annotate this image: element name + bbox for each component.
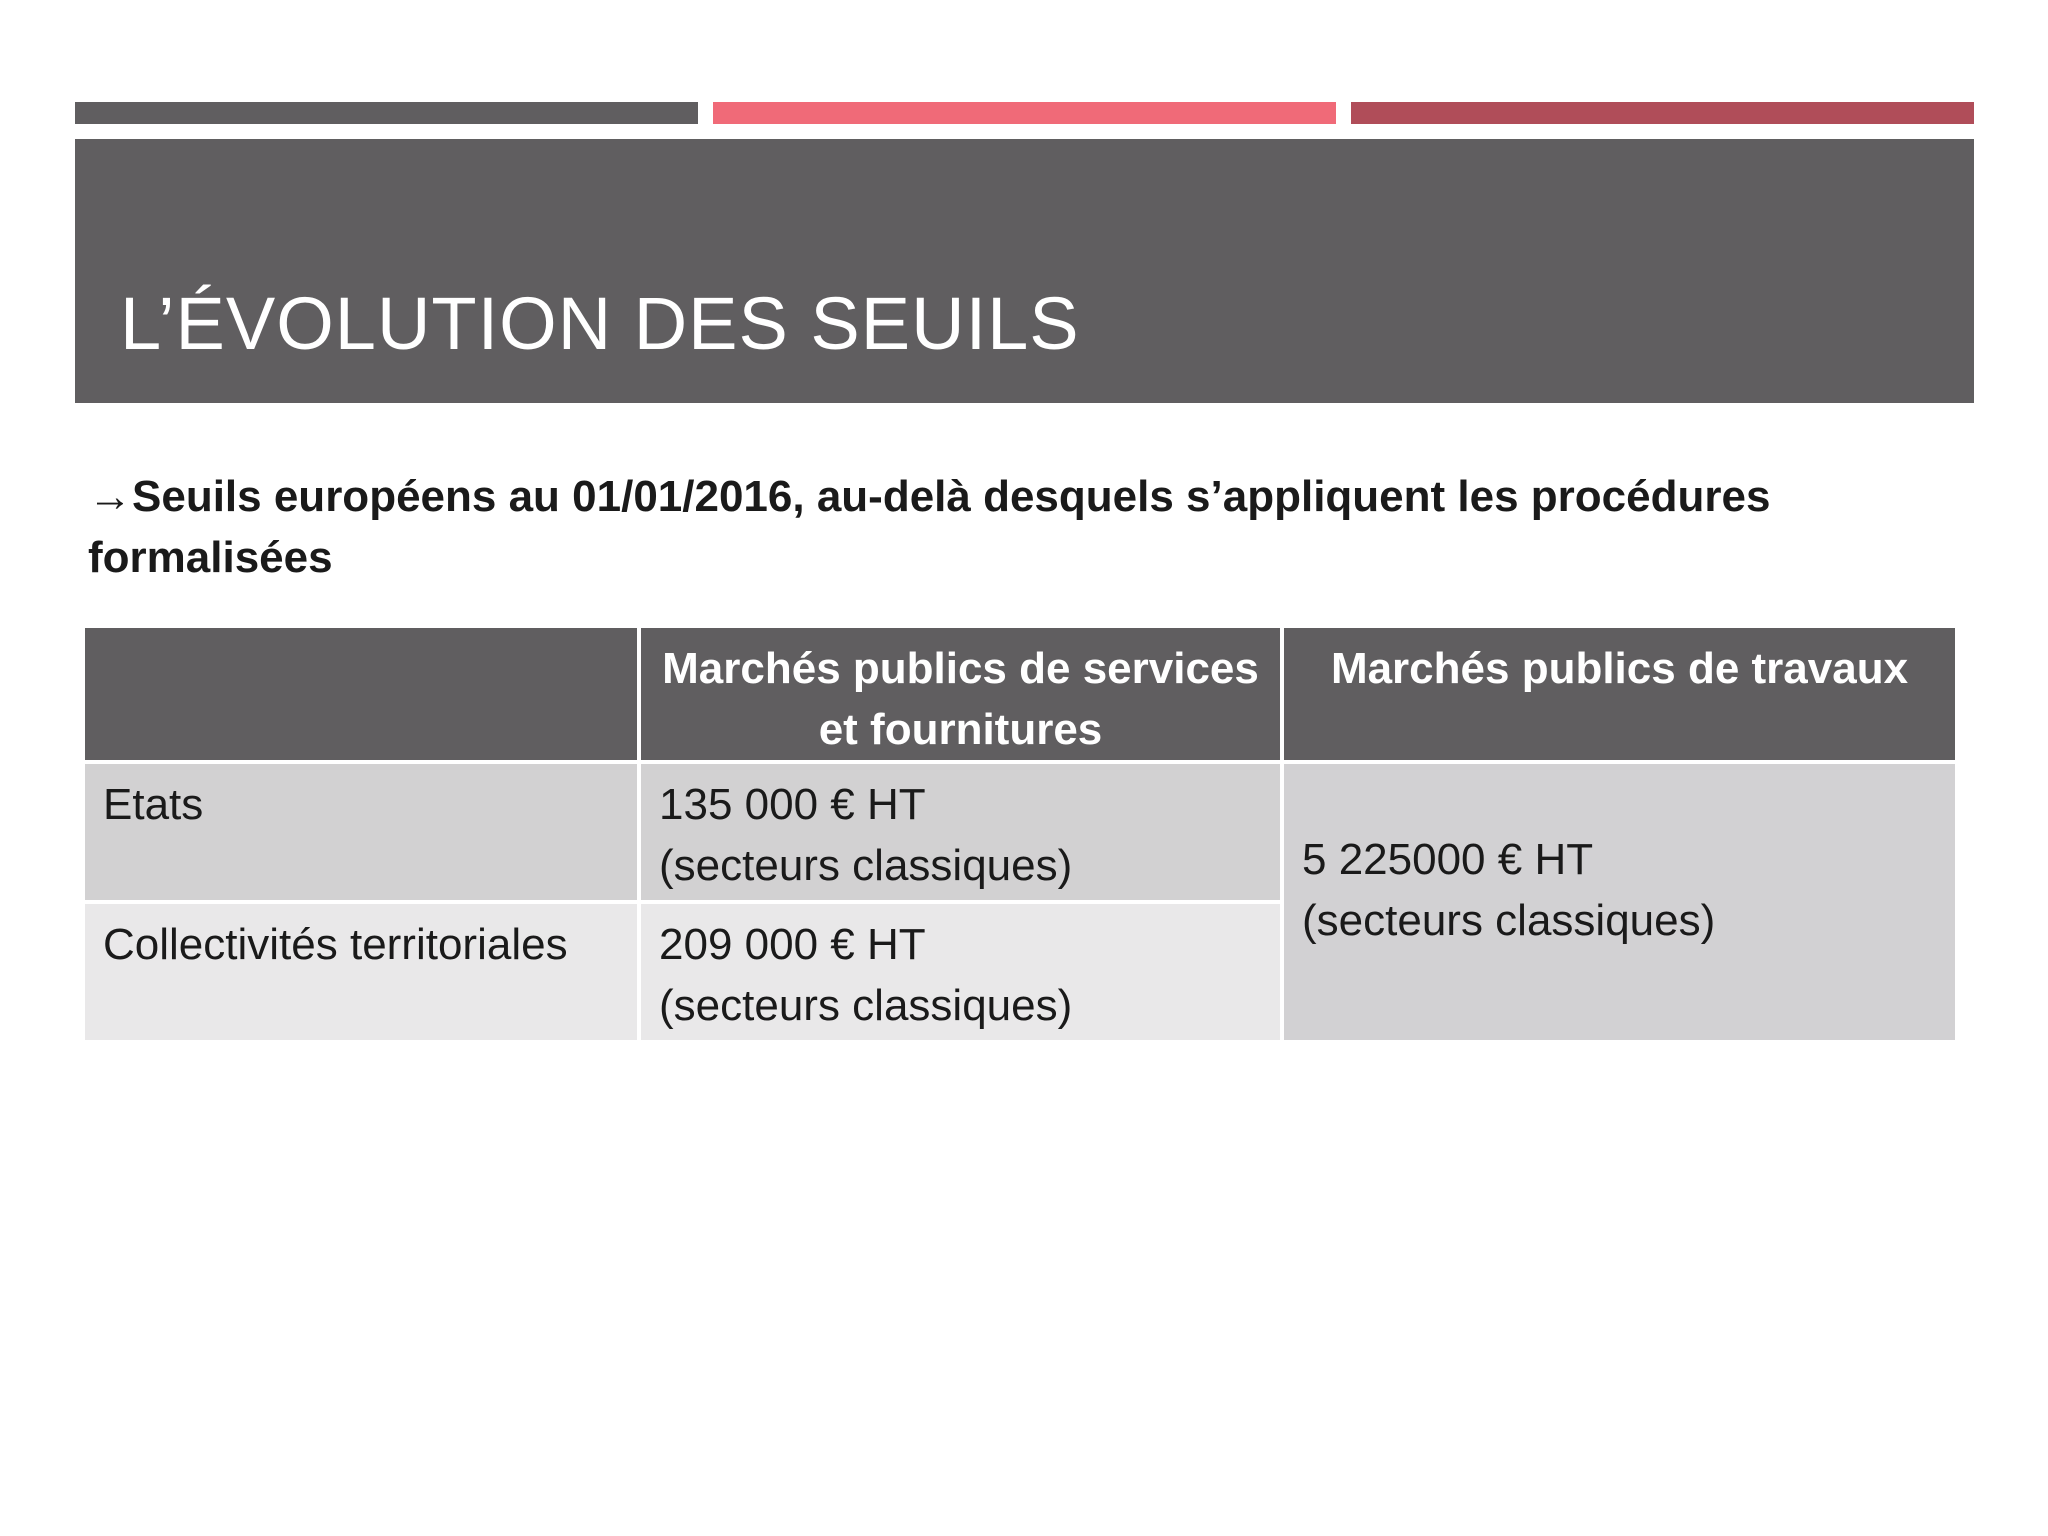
header-travaux: Marchés publics de travaux	[1282, 626, 1957, 762]
table-header-row	[83, 626, 1957, 762]
sector-note: (secteurs classiques)	[1302, 896, 1716, 945]
services-threshold-etats	[639, 762, 1282, 902]
accent-bar-gray	[75, 102, 698, 124]
slide-subtitle: →Seuils européens au 01/01/2016, au-delà desquels s’appliquent les procédures formalisées	[88, 472, 1771, 582]
services-threshold-collectivites	[639, 902, 1282, 1042]
thresholds-table	[81, 624, 1959, 1044]
table-row	[83, 762, 1957, 902]
accent-bar-pink	[713, 102, 1336, 124]
sector-note: (secteurs classiques)	[659, 841, 1073, 890]
works-threshold-merged	[1282, 762, 1957, 1042]
header-services-fournitures: Marchés publics de services et fournitures	[639, 626, 1282, 762]
amount-text: 135 000 € HT	[659, 780, 926, 829]
amount-text: 5 225000 € HT	[1302, 835, 1594, 884]
row-label-etats: Etats	[83, 762, 639, 902]
slide-title: L’ÉVOLUTION DES SEUILS	[120, 282, 1080, 365]
amount-text: 209 000 € HT	[659, 920, 926, 969]
header-empty-cell	[83, 626, 639, 762]
title-band	[75, 139, 1974, 403]
sector-note: (secteurs classiques)	[659, 981, 1073, 1030]
row-label-collectivites: Collectivités territoriales	[83, 902, 639, 1042]
accent-bar-wine	[1351, 102, 1974, 124]
